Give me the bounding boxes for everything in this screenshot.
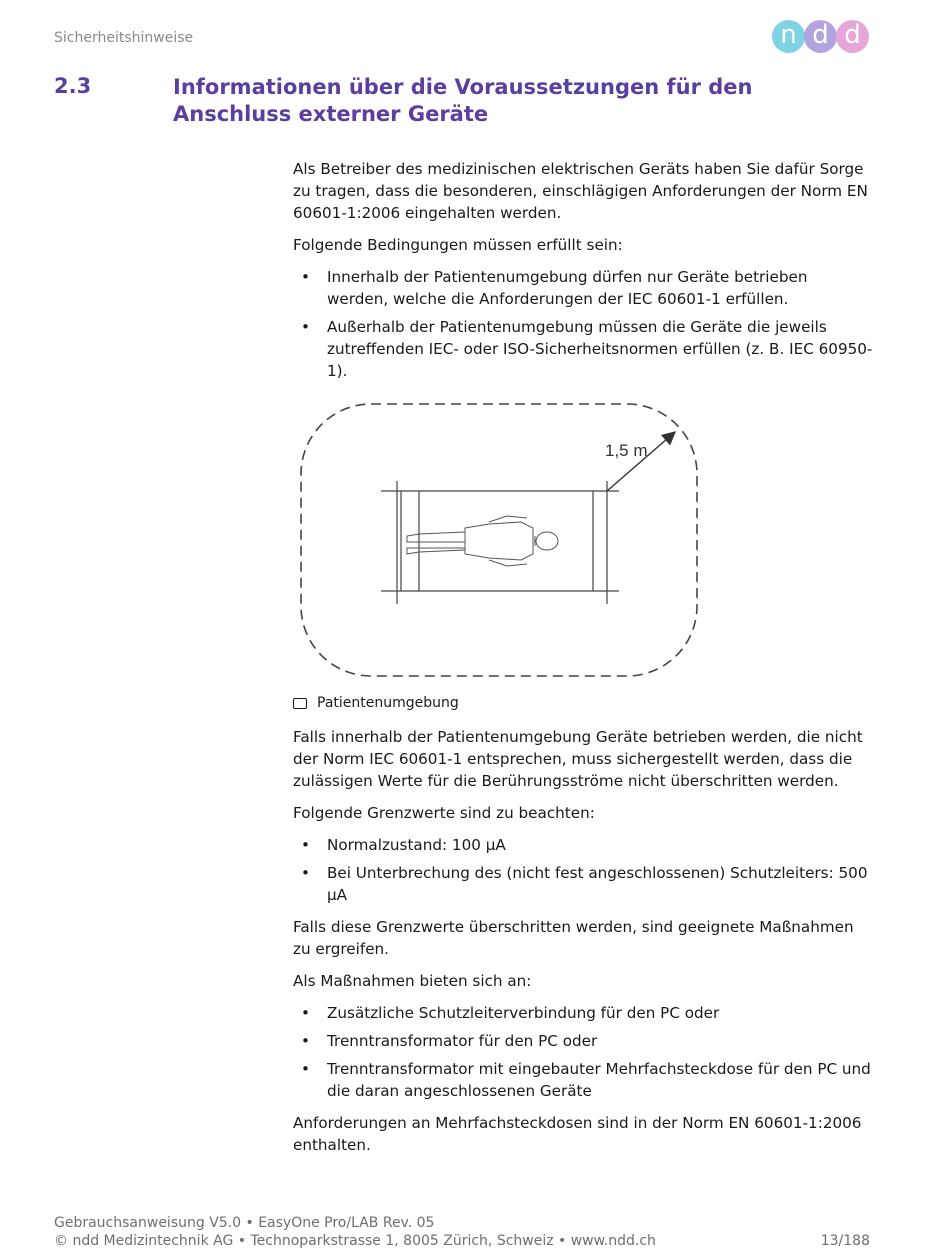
list-item-text: Trenntransformator mit eingebauter Mehrfachsteckdose für den PC und die daran angeschlossenen Geräte [327, 1060, 871, 1100]
running-header: Sicherheitshinweise [54, 30, 194, 46]
legend-box-icon [293, 698, 307, 709]
list-item-text: Zusätzliche Schutzleiterverbindung für den PC oder [327, 1004, 720, 1022]
footer-company-info: © ndd Medizintechnik AG • Technoparkstrasse 1, 8005 Zürich, Schweiz • www.ndd.ch [54, 1233, 656, 1249]
paragraph: Folgende Bedingungen müssen erfüllt sein: [293, 236, 623, 254]
bullet-icon: • [301, 836, 310, 854]
list-item [293, 316, 873, 382]
patient-environment-figure [289, 396, 709, 686]
page-footer [54, 1214, 870, 1250]
section-number: 2.3 [54, 74, 92, 98]
list-item [293, 1058, 873, 1102]
ndd-logo [772, 20, 870, 54]
bullet-icon: • [301, 864, 310, 882]
list-item [293, 862, 873, 906]
list-item-text: Trenntransformator für den PC oder [327, 1032, 598, 1050]
logo-letter-n: n [772, 20, 805, 53]
bullet-icon: • [301, 1060, 310, 1078]
paragraph: Folgende Grenzwerte sind zu beachten: [293, 804, 595, 822]
paragraph: Falls innerhalb der Patientenumgebung Geräte betrieben werden, die nicht der Norm IEC 60601-1 entsprechen, muss sichergestellt werden, dass die zulässigen Werte für die Berührungsströme nicht überschritten werden. [293, 728, 863, 790]
paragraph: Falls diese Grenzwerte überschritten werden, sind geeignete Maßnahmen zu ergreifen. [293, 918, 854, 958]
list-item [293, 266, 873, 310]
bullet-icon: • [301, 1032, 310, 1050]
distance-label: 1,5 m [605, 441, 648, 460]
main-content [293, 158, 873, 1166]
figure-caption: Patientenumgebung [317, 695, 459, 711]
page-number: 13/188 [820, 1233, 870, 1249]
list-item [293, 834, 873, 856]
patient-figure-icon [407, 516, 558, 566]
list-item [293, 1030, 873, 1052]
paragraph: Als Maßnahmen bieten sich an: [293, 972, 532, 990]
list-item-text: Außerhalb der Patientenumgebung müssen die Geräte die jeweils zutreffenden IEC- oder ISO-Sicherheitsnormen erfüllen (z. B. IEC 60950-1). [327, 318, 873, 380]
paragraph: Als Betreiber des medizinischen elektrischen Geräts haben Sie dafür Sorge zu tragen, dass die besonderen, einschlägigen Anforderungen der Norm EN 60601-1:2006 eingehalten werden. [293, 160, 868, 222]
conditions-list [293, 266, 873, 382]
footer-document-info: Gebrauchsanweisung V5.0 • EasyOne Pro/LAB Rev. 05 [54, 1215, 435, 1231]
list-item-text: Bei Unterbrechung des (nicht fest angeschlossenen) Schutzleiters: 500 µA [327, 864, 868, 904]
logo-letter-d: d [836, 20, 869, 53]
limits-list [293, 834, 873, 906]
list-item-text: Innerhalb der Patientenumgebung dürfen nur Geräte betrieben werden, welche die Anforderungen der IEC 60601-1 erfüllen. [327, 268, 808, 308]
list-item-text: Normalzustand: 100 µA [327, 836, 506, 854]
bullet-icon: • [301, 1004, 310, 1022]
list-item [293, 1002, 873, 1024]
measures-list [293, 1002, 873, 1102]
figure-legend [293, 692, 873, 714]
bullet-icon: • [301, 268, 310, 286]
logo-letter-d: d [804, 20, 837, 53]
patient-environment-diagram [289, 396, 709, 686]
section-title: Informationen über die Voraussetzungen für den Anschluss externer Geräte [173, 75, 753, 126]
paragraph: Anforderungen an Mehrfachsteckdosen sind in der Norm EN 60601-1:2006 enthalten. [293, 1114, 862, 1154]
bullet-icon: • [301, 318, 310, 336]
